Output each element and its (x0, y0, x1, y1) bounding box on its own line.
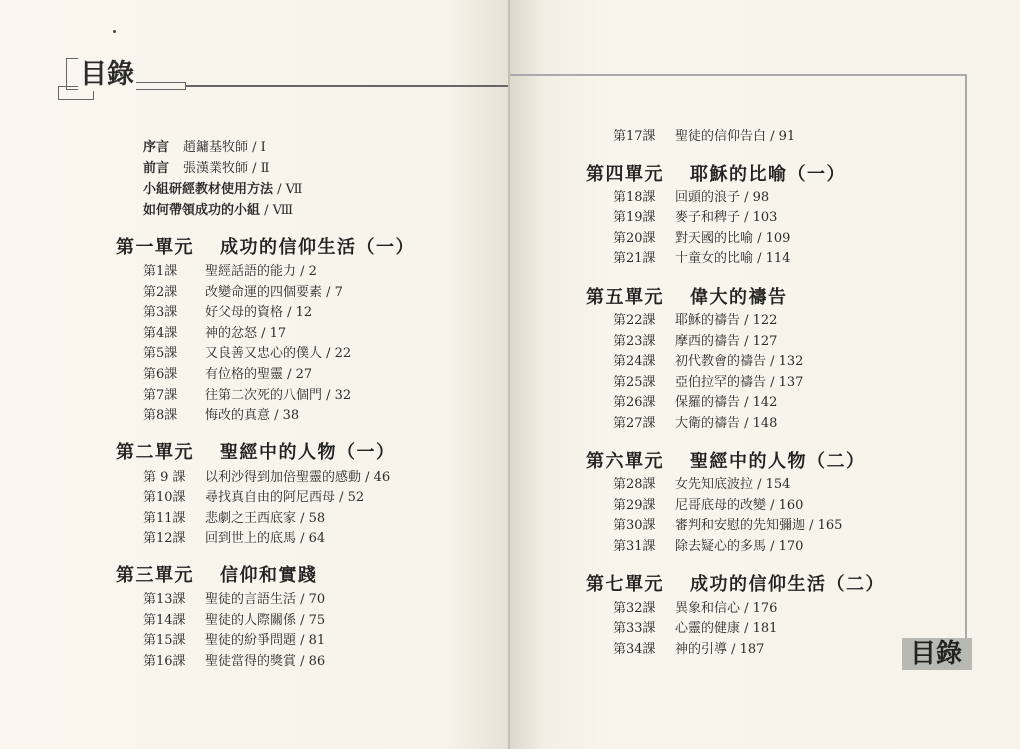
lesson-number: 第23課 (613, 334, 656, 349)
unit-title: 成功的信仰生活（一） (220, 237, 415, 258)
lesson-number: 第7課 (143, 388, 178, 403)
preface-item (143, 178, 302, 197)
preface-item (143, 136, 266, 155)
unit-label: 第四單元 (586, 164, 664, 185)
lesson-title: 聖徒的信仰告白 / 91 (675, 129, 796, 144)
lesson-title: 保羅的禱告 / 142 (675, 395, 778, 410)
lesson-row (143, 301, 312, 320)
unit-label: 第三單元 (116, 565, 194, 586)
preface-key: 序言 (143, 140, 170, 155)
lesson-title: 好父母的資格 / 12 (205, 305, 313, 320)
lesson-title: 改變命運的四個要素 / 7 (205, 285, 343, 300)
lesson-row (613, 514, 842, 533)
lesson-row (613, 186, 769, 205)
lesson-row (143, 281, 343, 300)
lesson-title: 回到世上的底馬 / 64 (205, 531, 326, 546)
lesson-number: 第31課 (613, 539, 656, 554)
unit-heading (116, 438, 396, 464)
lesson-row (143, 466, 390, 485)
lesson-title: 悔改的真意 / 38 (205, 408, 300, 423)
lesson-title: 尼哥底母的改變 / 160 (675, 498, 804, 513)
preface-item (143, 157, 270, 176)
lesson-row (143, 650, 325, 669)
frame-top-rule (510, 74, 965, 76)
print-dot (113, 30, 116, 33)
preface-key: 小組研經教材使用方法 (143, 182, 274, 197)
lesson-title: 心靈的健康 / 181 (675, 621, 778, 636)
lesson-number: 第1課 (143, 264, 178, 279)
lesson-number: 第22課 (613, 313, 656, 328)
lesson-row (143, 629, 325, 648)
lesson-title: 異象和信心 / 176 (675, 601, 778, 616)
lesson-row (143, 404, 299, 423)
lesson-number: 第33課 (613, 621, 656, 636)
lesson-title: 以利沙得到加倍聖靈的感動 / 46 (205, 470, 391, 485)
lesson-number: 第18課 (613, 190, 656, 205)
lesson-title: 亞伯拉罕的禱告 / 137 (675, 375, 804, 390)
unit-title: 成功的信仰生活（二） (690, 574, 885, 595)
lesson-title: 審判和安慰的先知彌迦 / 165 (675, 518, 843, 533)
lesson-number: 第2課 (143, 285, 178, 300)
unit-label: 第二單元 (116, 442, 194, 463)
lesson-number: 第13課 (143, 592, 186, 607)
right-page (510, 0, 1020, 749)
lesson-number: 第11課 (143, 511, 186, 526)
lesson-row (613, 206, 777, 225)
preface-item (143, 199, 293, 218)
header-rule (186, 85, 510, 87)
lesson-row (613, 350, 803, 369)
lesson-title: 又良善又忠心的僕人 / 22 (205, 346, 352, 361)
lesson-title: 悲劇之王西底家 / 58 (205, 511, 326, 526)
lesson-row (143, 342, 351, 361)
lesson-number: 第34課 (613, 642, 656, 657)
lesson-title: 有位格的聖靈 / 27 (205, 367, 313, 382)
lesson-row (613, 247, 790, 266)
preface-key: 前言 (143, 161, 170, 176)
lesson-number: 第21課 (613, 251, 656, 266)
lesson-title: 耶穌的禱告 / 122 (675, 313, 778, 328)
lesson-number: 第14課 (143, 613, 186, 628)
lesson-title: 往第二次死的八個門 / 32 (205, 388, 352, 403)
lesson-title: 除去疑心的多馬 / 170 (675, 539, 804, 554)
lesson-row (143, 588, 325, 607)
lesson-row (613, 309, 777, 328)
lesson-title: 初代教會的禱告 / 132 (675, 354, 804, 369)
lesson-title: 大衛的禱告 / 148 (675, 416, 778, 431)
lesson-number: 第19課 (613, 210, 656, 225)
lesson-title: 摩西的禱告 / 127 (675, 334, 778, 349)
lesson-number: 第 9 課 (143, 470, 186, 485)
lesson-number: 第24課 (613, 354, 656, 369)
lesson-row (613, 494, 803, 513)
lesson-number: 第16課 (143, 654, 186, 669)
lesson-row (143, 384, 351, 403)
lesson-title: 麥子和稗子 / 103 (675, 210, 778, 225)
unit-label: 第六單元 (586, 451, 664, 472)
lesson-row (613, 227, 790, 246)
lesson-title: 十童女的比喻 / 114 (675, 251, 791, 266)
unit-title: 聖經中的人物（一） (220, 442, 396, 463)
lesson-row (613, 125, 795, 144)
lesson-number: 第5課 (143, 346, 178, 361)
lesson-row (143, 527, 325, 546)
lesson-row (143, 609, 325, 628)
lesson-title: 聖經話語的能力 / 2 (205, 264, 317, 279)
unit-title: 聖經中的人物（二） (690, 451, 866, 472)
lesson-title: 尋找真自由的阿尼西母 / 52 (205, 490, 365, 505)
lesson-row (143, 260, 317, 279)
lesson-row (613, 535, 803, 554)
lesson-row (143, 507, 325, 526)
lesson-title: 對天國的比喻 / 109 (675, 231, 791, 246)
unit-heading (116, 561, 318, 587)
lesson-row (143, 363, 312, 382)
lesson-number: 第10課 (143, 490, 186, 505)
unit-heading (586, 447, 866, 473)
footer-title: 目錄 (910, 639, 963, 669)
lesson-row (613, 617, 777, 636)
lesson-row (613, 371, 803, 390)
lesson-number: 第32課 (613, 601, 656, 616)
unit-label: 第七單元 (586, 574, 664, 595)
lesson-number: 第30課 (613, 518, 656, 533)
lesson-title: 聖徒的言語生活 / 70 (205, 592, 326, 607)
lesson-row (613, 330, 777, 349)
lesson-row (143, 486, 364, 505)
unit-heading (586, 160, 846, 186)
unit-title: 耶穌的比喻（一） (690, 164, 846, 185)
lesson-number: 第15課 (143, 633, 186, 648)
lesson-number: 第3課 (143, 305, 178, 320)
lesson-title: 女先知底波拉 / 154 (675, 477, 791, 492)
lesson-number: 第25課 (613, 375, 656, 390)
lesson-title: 聖徒當得的獎賞 / 86 (205, 654, 326, 669)
lesson-title: 神的引導 / 187 (675, 642, 765, 657)
lesson-number: 第6課 (143, 367, 178, 382)
page-title: 目錄 (78, 52, 136, 91)
lesson-number: 第28課 (613, 477, 656, 492)
lesson-number: 第29課 (613, 498, 656, 513)
lesson-number: 第12課 (143, 531, 186, 546)
unit-heading (586, 283, 788, 309)
lesson-number: 第26課 (613, 395, 656, 410)
preface-text: / Ⅷ (260, 203, 294, 218)
lesson-number: 第20課 (613, 231, 656, 246)
lesson-row (613, 597, 777, 616)
unit-heading (586, 570, 885, 596)
unit-title: 信仰和實踐 (220, 565, 318, 586)
lesson-title: 聖徒的人際關係 / 75 (205, 613, 326, 628)
lesson-number: 第4課 (143, 326, 178, 341)
lesson-row (143, 322, 286, 341)
preface-text: / Ⅶ (273, 182, 303, 197)
lesson-row (613, 473, 790, 492)
unit-label: 第一單元 (116, 237, 194, 258)
unit-heading (116, 233, 415, 259)
lesson-number: 第27課 (613, 416, 656, 431)
lesson-row (613, 412, 777, 431)
lesson-title: 聖徒的紛爭問題 / 81 (205, 633, 326, 648)
unit-label: 第五單元 (586, 287, 664, 308)
lesson-title: 神的忿怒 / 17 (205, 326, 287, 341)
frame-side-rule (965, 74, 967, 656)
preface-text: 趙鏞基牧師 / Ⅰ (183, 140, 266, 155)
preface-key: 如何帶領成功的小組 (143, 203, 261, 218)
lesson-number: 第17課 (613, 129, 656, 144)
preface-text: 張漢業牧師 / Ⅱ (183, 161, 270, 176)
unit-title: 偉大的禱告 (690, 287, 788, 308)
lesson-row (613, 638, 764, 657)
lesson-title: 回頭的浪子 / 98 (675, 190, 770, 205)
lesson-row (613, 391, 777, 410)
lesson-number: 第8課 (143, 408, 178, 423)
